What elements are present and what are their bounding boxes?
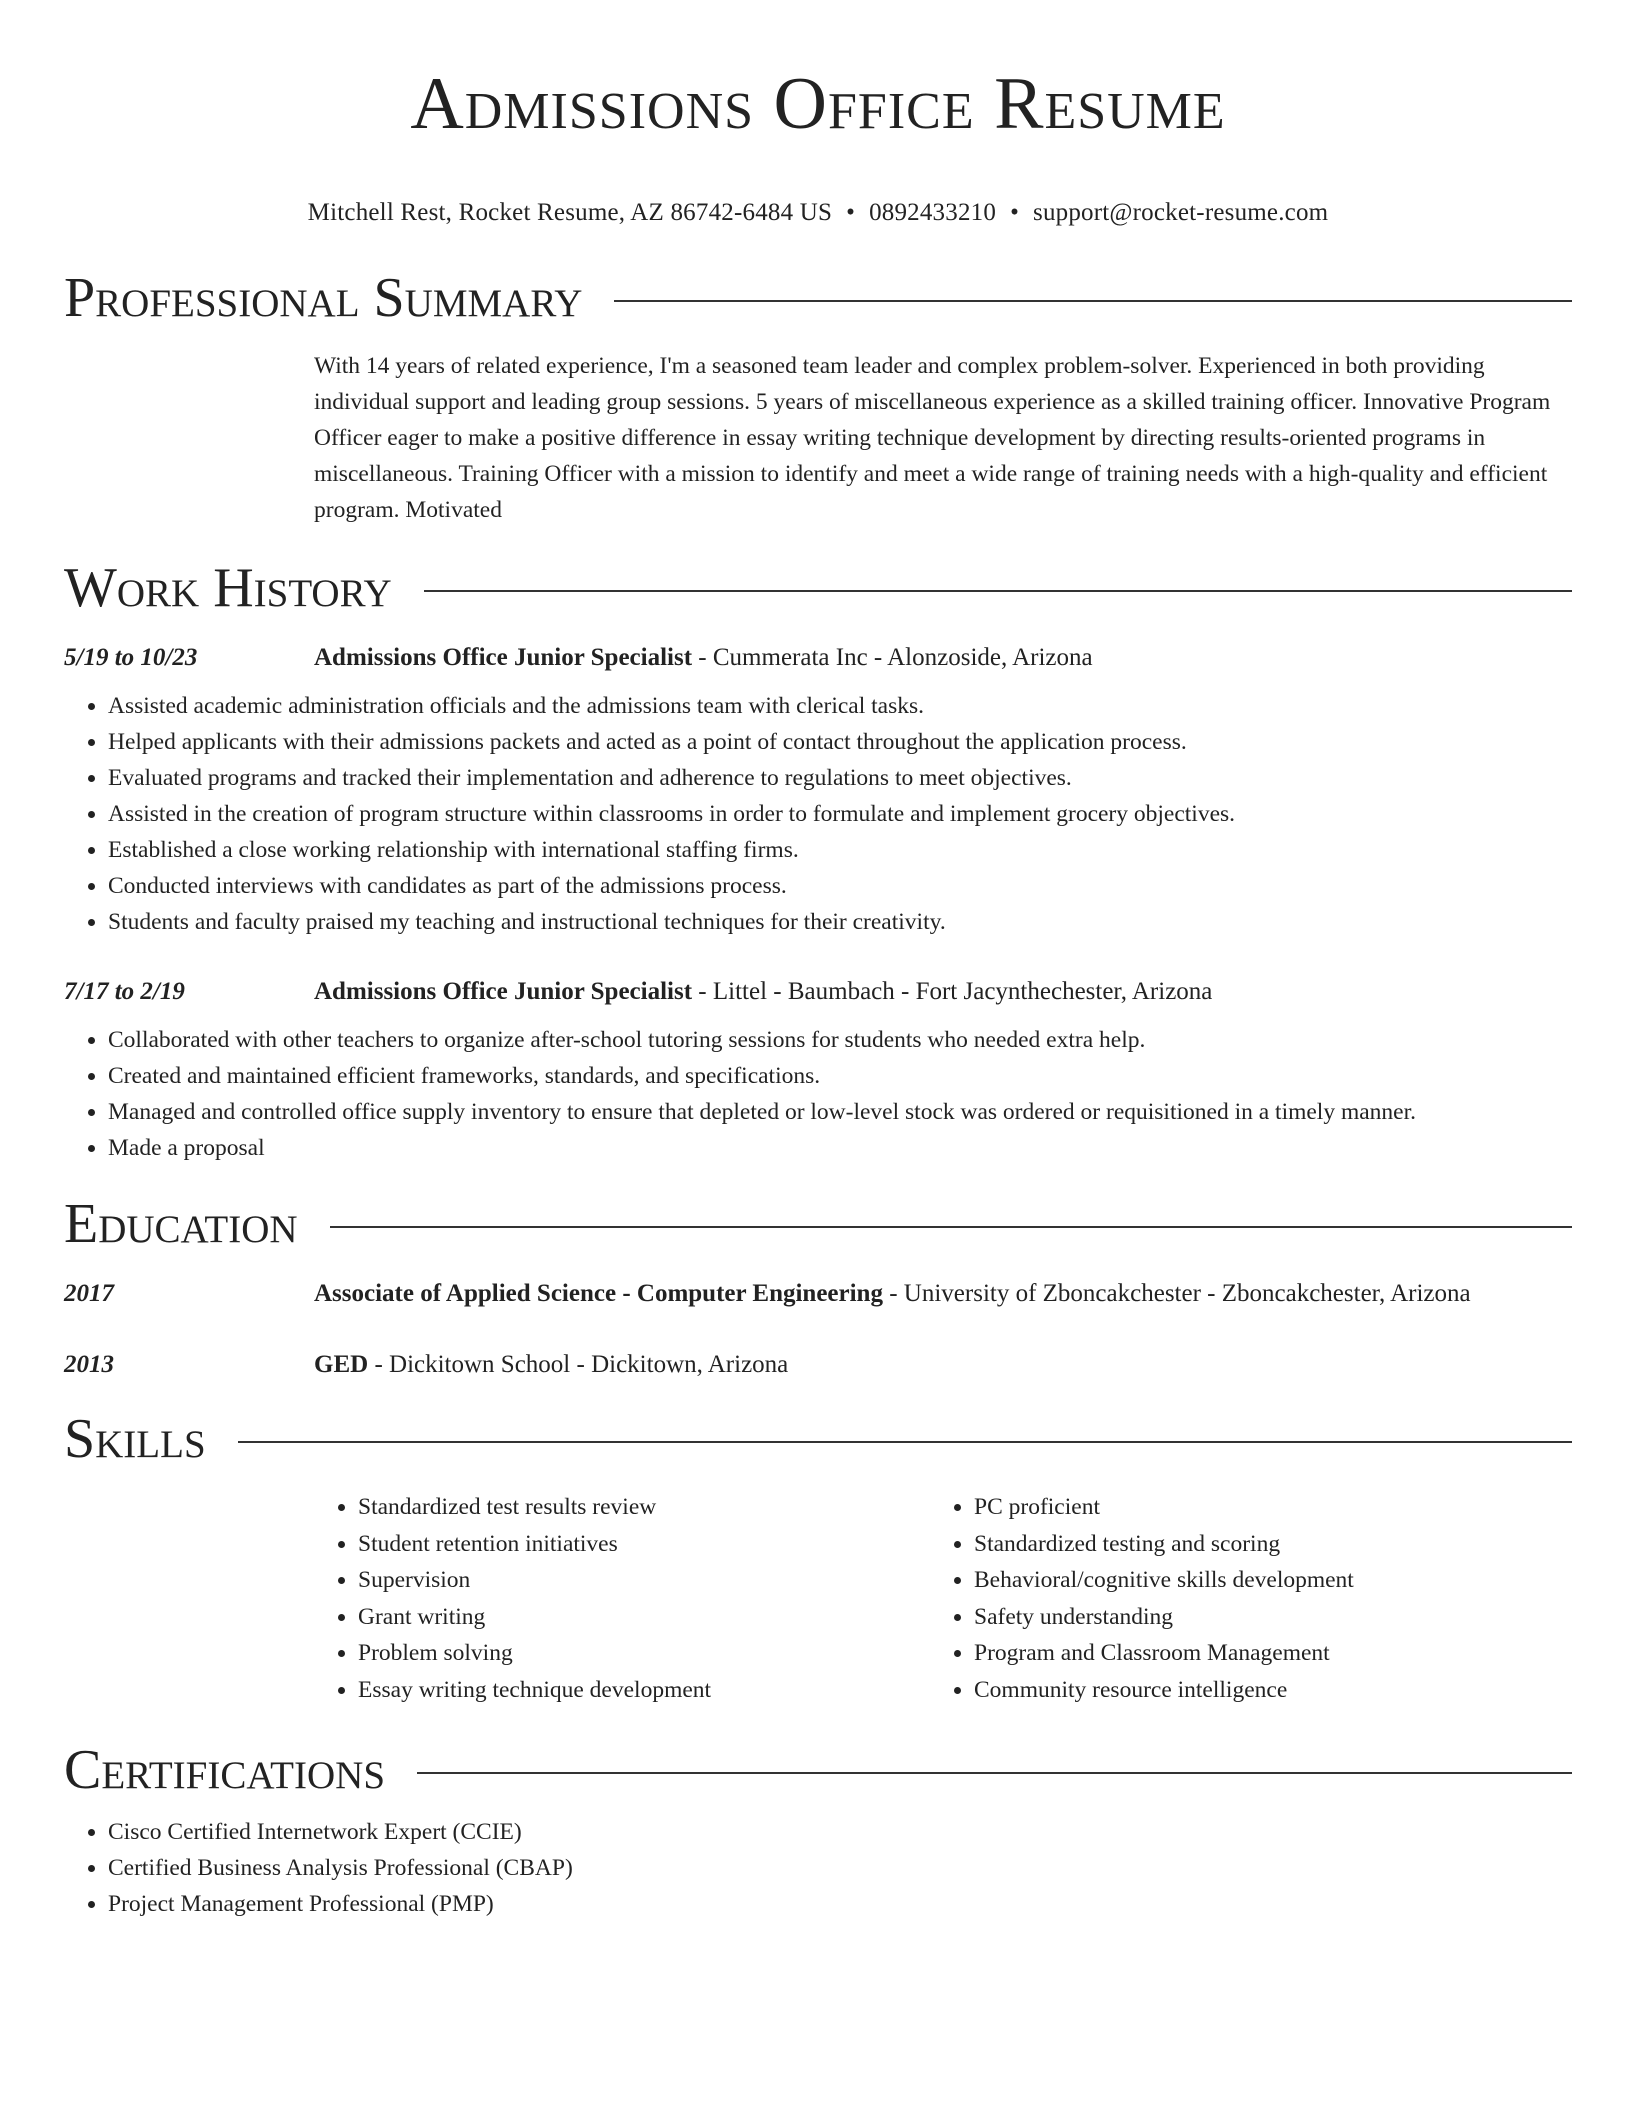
- section-title-certifications: Certifications: [64, 1739, 386, 1801]
- section-rule: [238, 1441, 1572, 1443]
- job-bullet: • Managed and controlled office supply inventory to ensure that depleted or low-level stock was ordered or requisitioned in a timely manner.: [108, 1094, 1572, 1130]
- job-bullet: • Collaborated with other teachers to organize after-school tutoring sessions for students who needed extra help.: [108, 1022, 1572, 1058]
- section-header-work-history: [64, 556, 1572, 620]
- section-rule: [330, 1226, 1572, 1228]
- contact-address: Mitchell Rest, Rocket Resume, AZ 86742-6484 US: [307, 199, 833, 226]
- skill-item: • Behavioral/cognitive skills development: [974, 1562, 1460, 1599]
- job-bullet: • Students and faculty praised my teaching and instructional techniques for their creativity.: [108, 904, 1572, 940]
- job-title: Admissions Office Junior Specialist: [314, 978, 693, 1005]
- skill-item: • Problem solving: [358, 1635, 930, 1672]
- section-rule: [417, 1772, 1572, 1774]
- certification-item: • Project Management Professional (PMP): [108, 1886, 1572, 1922]
- job-bullet: • Made a proposal: [108, 1130, 1572, 1166]
- skills-columns: [314, 1489, 1572, 1708]
- job-bullet: • Helped applicants with their admissions packets and acted as a point of contact throughout the application process.: [108, 724, 1572, 760]
- skill-item: • Community resource intelligence: [974, 1672, 1460, 1709]
- job-headline: [314, 974, 1212, 1010]
- certifications-list: [64, 1814, 1572, 1922]
- section-title-summary: Professional Summary: [64, 267, 583, 329]
- skill-item: • Standardized test results review: [358, 1489, 930, 1526]
- job-bullet: • Assisted academic administration officials and the admissions team with clerical tasks.: [108, 688, 1572, 724]
- section-header-skills: [64, 1407, 1572, 1471]
- job-entry: [64, 640, 1572, 676]
- section-title-education: Education: [64, 1193, 298, 1255]
- education-entry: [64, 1347, 1572, 1383]
- education-degree: Associate of Applied Science - Computer Engineering: [314, 1280, 883, 1307]
- education-headline: [314, 1347, 788, 1383]
- skill-item: • Essay writing technique development: [358, 1672, 930, 1709]
- section-title-skills: Skills: [64, 1408, 206, 1470]
- job-details: - Cummerata Inc - Alonzoside, Arizona: [692, 644, 1093, 671]
- education-year: 2013: [64, 1351, 114, 1378]
- job-bullet: • Conducted interviews with candidates as part of the admissions process.: [108, 868, 1572, 904]
- job-bullets: [64, 688, 1572, 940]
- skill-item: • Program and Classroom Management: [974, 1635, 1460, 1672]
- section-header-certifications: [64, 1738, 1572, 1802]
- section-title-work-history: Work History: [64, 557, 392, 619]
- job-bullet: • Created and maintained efficient frameworks, standards, and specifications.: [108, 1058, 1572, 1094]
- skills-list-right: [930, 1489, 1460, 1708]
- summary-text: With 14 years of related experience, I'm a seasoned team leader and complex problem-solver. Experienced in both providing individual support and leading group sessions. 5 years of miscellaneous experience as a skilled training officer. Innovative Program Officer eager to make a positive difference in essay writing technique development by directing results-oriented programs in miscellaneous. Training Officer with a mission to identify and meet a wide range of training needs with a high-quality and efficient program. Motivated: [314, 353, 1551, 523]
- resume-title: Admissions Office Resume: [410, 63, 1226, 145]
- contact-separator: •: [1010, 199, 1020, 226]
- education-details: - University of Zboncakchester - Zboncakchester, Arizona: [882, 1280, 1471, 1307]
- skills-list-left: [314, 1489, 930, 1708]
- certification-item: • Cisco Certified Internetwork Expert (CCIE): [108, 1814, 1572, 1850]
- job-bullet: • Evaluated programs and tracked their implementation and adherence to regulations to meet objectives.: [108, 760, 1572, 796]
- skill-item: • PC proficient: [974, 1489, 1460, 1526]
- job-title: Admissions Office Junior Specialist: [314, 644, 693, 671]
- job-headline: [314, 640, 1093, 676]
- skill-item: • Grant writing: [358, 1599, 930, 1636]
- skill-item: • Student retention initiatives: [358, 1526, 930, 1563]
- job-dates: 5/19 to 10/23: [64, 644, 198, 671]
- skill-item: • Standardized testing and scoring: [974, 1526, 1460, 1563]
- contact-line: [64, 198, 1572, 228]
- contact-email: support@rocket-resume.com: [1033, 199, 1329, 226]
- education-entry: [64, 1276, 1572, 1312]
- job-bullets: [64, 1022, 1572, 1166]
- section-header-summary: [64, 266, 1572, 330]
- section-rule: [424, 590, 1572, 592]
- job-details: - Littel - Baumbach - Fort Jacynthechester, Arizona: [692, 978, 1213, 1005]
- contact-phone: 0892433210: [869, 199, 997, 226]
- certification-item: • Certified Business Analysis Professional (CBAP): [108, 1850, 1572, 1886]
- education-year: 2017: [64, 1280, 114, 1307]
- job-bullet: • Assisted in the creation of program structure within classrooms in order to formulate and implement grocery objectives.: [108, 796, 1572, 832]
- job-bullet: • Established a close working relationship with international staffing firms.: [108, 832, 1572, 868]
- contact-separator: •: [846, 199, 856, 226]
- section-rule: [614, 300, 1572, 302]
- skill-item: • Supervision: [358, 1562, 930, 1599]
- education-degree: GED: [314, 1351, 369, 1378]
- education-headline: [314, 1276, 1471, 1312]
- education-details: - Dickitown School - Dickitown, Arizona: [368, 1351, 789, 1378]
- job-dates: 7/17 to 2/19: [64, 978, 185, 1005]
- job-entry: [64, 974, 1572, 1010]
- section-header-education: [64, 1192, 1572, 1256]
- skill-item: • Safety understanding: [974, 1599, 1460, 1636]
